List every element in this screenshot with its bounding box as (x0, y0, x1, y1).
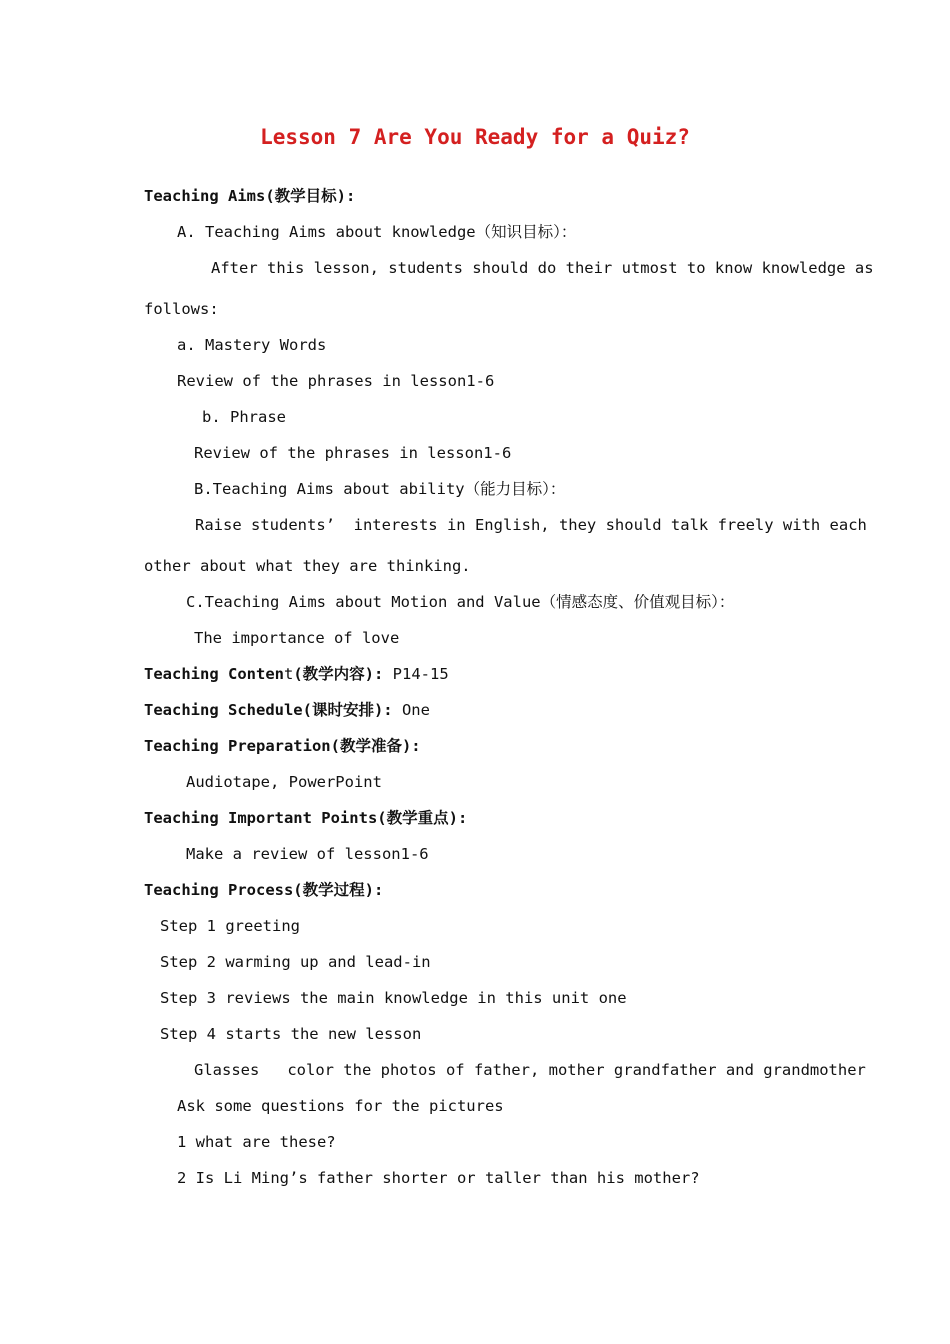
aim-a-paragraph-line2: follows: (144, 300, 219, 318)
teaching-preparation-value: Audiotape, PowerPoint (186, 773, 382, 791)
glasses-text: Glasses color the photos of father, mother grandfather and grandmother (194, 1061, 866, 1079)
teaching-content-label: Teaching Conten (144, 665, 284, 683)
teaching-content-label-cn: (教学内容): (293, 665, 384, 683)
review-words-text: Review of the phrases in lesson1-6 (177, 372, 495, 390)
step-3: Step 3 reviews the main knowledge in this unit one (160, 989, 627, 1007)
important-points-heading: Teaching Important Points(教学重点): (144, 809, 468, 827)
document-title: Lesson 7 Are You Ready for a Quiz? (260, 125, 690, 149)
question-1: 1 what are these? (177, 1133, 336, 1151)
teaching-content-label-t: t (283, 665, 294, 683)
phrase-label: b. Phrase (202, 408, 286, 426)
aim-c-text: The importance of love (194, 629, 400, 647)
aim-a-paragraph-line1: After this lesson, students should do their utmost to know knowledge as (211, 259, 874, 277)
mastery-words-label: a. Mastery Words (177, 336, 327, 354)
teaching-schedule-row (144, 700, 430, 720)
ask-questions-text: Ask some questions for the pictures (177, 1097, 504, 1115)
step-2: Step 2 warming up and lead-in (160, 953, 431, 971)
review-phrases-text: Review of the phrases in lesson1-6 (194, 444, 512, 462)
teaching-content-value: P14-15 (383, 665, 449, 683)
teaching-preparation-heading: Teaching Preparation(教学准备): (144, 737, 421, 755)
teaching-content-row (144, 664, 449, 684)
teaching-aims-heading: Teaching Aims(教学目标): (144, 187, 356, 205)
teaching-schedule-label: Teaching Schedule(课时安排): (144, 701, 393, 719)
important-points-value: Make a review of lesson1-6 (186, 845, 429, 863)
aim-a-heading: A. Teaching Aims about knowledge（知识目标）： (177, 223, 577, 241)
aim-c-heading: C.Teaching Aims about Motion and Value（情感态度、价值观目标）： (186, 593, 735, 611)
step-1: Step 1 greeting (160, 917, 300, 935)
step-4: Step 4 starts the new lesson (160, 1025, 422, 1043)
question-2: 2 Is Li Ming’s father shorter or taller than his mother? (177, 1169, 700, 1187)
teaching-process-heading: Teaching Process(教学过程): (144, 881, 384, 899)
aim-b-heading: B.Teaching Aims about ability（能力目标）： (194, 480, 566, 498)
aim-b-paragraph-line2: other about what they are thinking. (144, 557, 471, 575)
teaching-schedule-value: One (392, 701, 430, 719)
aim-b-paragraph-line1: Raise students’ interests in English, they should talk freely with each (195, 516, 867, 534)
